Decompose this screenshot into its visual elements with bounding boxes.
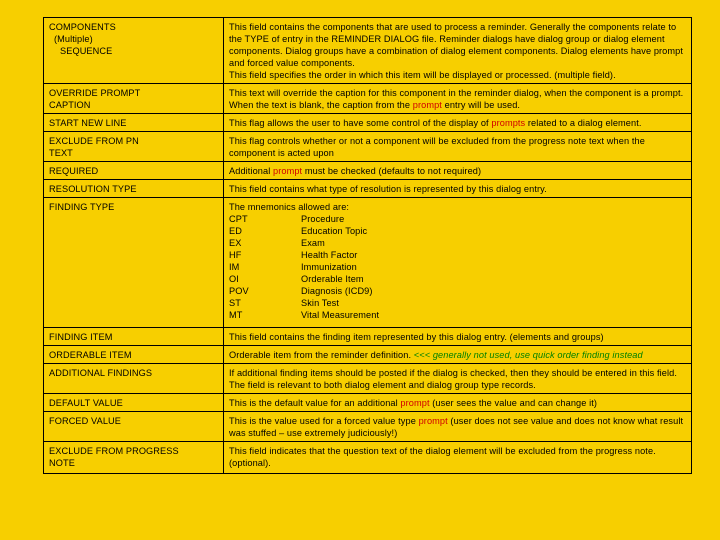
field-label: ADDITIONAL FINDINGS xyxy=(44,364,224,394)
field-description xyxy=(224,346,692,364)
description-text: This flag allows the user to have some control of the display of xyxy=(229,118,492,128)
field-label: FINDING TYPE xyxy=(44,198,224,328)
table-row xyxy=(44,84,692,114)
mnemonic-name: Exam xyxy=(301,238,325,248)
highlighted-term: prompt xyxy=(412,100,442,110)
label-line: SEQUENCE xyxy=(60,46,113,56)
list-item xyxy=(229,285,379,297)
mnemonic-code: OI xyxy=(229,274,239,284)
table-row xyxy=(44,180,692,198)
list-item xyxy=(229,237,379,249)
mnemonic-code: ED xyxy=(229,226,242,236)
list-item xyxy=(229,261,379,273)
table-row xyxy=(44,442,692,474)
field-description xyxy=(224,394,692,412)
list-item xyxy=(229,273,379,285)
field-description: This field indicates that the question text of the dialog element will be excluded from the progress note. (optional). xyxy=(224,442,692,474)
description-text: related to a dialog element. xyxy=(525,118,642,128)
field-label: DEFAULT VALUE xyxy=(44,394,224,412)
highlighted-term: prompt xyxy=(400,398,430,408)
field-description xyxy=(224,198,692,328)
highlighted-term: prompts xyxy=(491,118,526,128)
description-text: must be checked (defaults to not required) xyxy=(302,166,482,176)
field-description: This field contains what type of resolution is represented by this dialog entry. xyxy=(224,180,692,198)
description-text: This field specifies the order in which this item will be displayed or processed. (multiple field). xyxy=(229,70,616,80)
field-description xyxy=(224,18,692,84)
label-line: TEXT xyxy=(49,148,73,158)
table-row xyxy=(44,412,692,442)
field-label: RESOLUTION TYPE xyxy=(44,180,224,198)
description-text: Additional xyxy=(229,166,274,176)
label-line: EXCLUDE FROM PN xyxy=(49,136,139,146)
mnemonic-code: EX xyxy=(229,238,242,248)
mnemonic-name: Skin Test xyxy=(301,298,340,308)
description-text: (user sees the value and can change it) xyxy=(429,398,598,408)
label-line: EXCLUDE FROM PROGRESS xyxy=(49,446,179,456)
mnemonic-code: MT xyxy=(229,310,243,320)
description-text: entry will be used. xyxy=(441,100,521,110)
field-description xyxy=(224,412,692,442)
table-row xyxy=(44,198,692,328)
mnemonic-name: Diagnosis (ICD9) xyxy=(301,286,373,296)
description-text: This field contains the components that are used to process a reminder. Generally the components relate to the TYPE of entry in the REMINDER DIALOG file. Reminder dialogs have dialog group or dialog element components. Dialog groups have a combination of dialog element components. Dialog elements have prompt and forced value components. xyxy=(229,22,684,68)
usage-note: <<< generally not used, use quick order finding instead xyxy=(413,350,643,360)
mnemonic-name: Vital Measurement xyxy=(301,310,380,320)
table-row xyxy=(44,132,692,162)
table-row xyxy=(44,394,692,412)
list-item xyxy=(229,213,379,225)
list-item xyxy=(229,225,379,237)
field-label xyxy=(44,84,224,114)
field-description xyxy=(224,84,692,114)
description-text: The mnemonics allowed are: xyxy=(229,202,350,212)
description-text: This text will override the caption for this component in the reminder dialog, when the component is a prompt. When the text is blank, the caption from the xyxy=(229,88,684,110)
description-text: This is the value used for a forced value type xyxy=(229,416,419,426)
mnemonic-name: Health Factor xyxy=(301,250,358,260)
label-line: OVERRIDE PROMPT xyxy=(49,88,141,98)
field-label: START NEW LINE xyxy=(44,114,224,132)
field-label xyxy=(44,132,224,162)
table-row xyxy=(44,114,692,132)
field-description: If additional finding items should be posted if the dialog is checked, then they should be entered in this field. The field is relevant to both dialog element and dialog group type records. xyxy=(224,364,692,394)
list-item xyxy=(229,309,379,321)
highlighted-term: prompt xyxy=(273,166,303,176)
list-item xyxy=(229,297,379,309)
mnemonic-name: Procedure xyxy=(301,214,345,224)
list-item xyxy=(229,249,379,261)
label-line: NOTE xyxy=(49,458,75,468)
table-row xyxy=(44,328,692,346)
mnemonic-name: Education Topic xyxy=(301,226,368,236)
mnemonic-list xyxy=(229,213,379,321)
description-text: This is the default value for an additional xyxy=(229,398,401,408)
field-label: ORDERABLE ITEM xyxy=(44,346,224,364)
field-label: FINDING ITEM xyxy=(44,328,224,346)
highlighted-term: prompt xyxy=(418,416,448,426)
mnemonic-name: Orderable Item xyxy=(301,274,364,284)
mnemonic-name: Immunization xyxy=(301,262,357,272)
mnemonic-code: CPT xyxy=(229,214,248,224)
field-description: This flag controls whether or not a component will be excluded from the progress note text when the component is acted upon xyxy=(224,132,692,162)
field-description xyxy=(224,162,692,180)
label-line: COMPONENTS xyxy=(49,22,116,32)
table-row xyxy=(44,346,692,364)
description-text: (user does not see value and does not know what result was stuffed – use extremely judiciously!) xyxy=(229,416,684,438)
description-text: Orderable item from the reminder definition. xyxy=(229,350,414,360)
mnemonic-code: ST xyxy=(229,298,241,308)
field-description: This field contains the finding item represented by this dialog entry. (elements and groups) xyxy=(224,328,692,346)
field-label: FORCED VALUE xyxy=(44,412,224,442)
label-line: CAPTION xyxy=(49,100,91,110)
mnemonic-code: IM xyxy=(229,262,240,272)
table-row xyxy=(44,364,692,394)
table-row xyxy=(44,162,692,180)
field-definitions-table xyxy=(43,17,692,474)
mnemonic-code: HF xyxy=(229,250,242,260)
mnemonic-code: POV xyxy=(229,286,249,296)
table-row xyxy=(44,18,692,84)
field-label xyxy=(44,442,224,474)
field-label: REQUIRED xyxy=(44,162,224,180)
field-label xyxy=(44,18,224,84)
field-description xyxy=(224,114,692,132)
label-line: (Multiple) xyxy=(54,34,93,44)
